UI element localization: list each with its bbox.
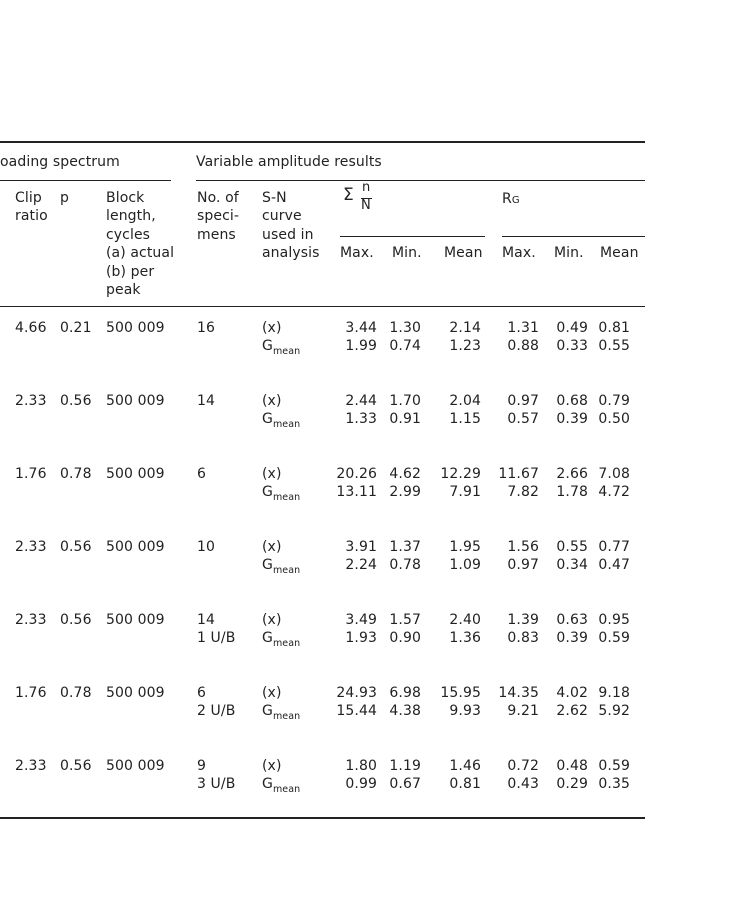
- sigma-mean-cell: 12.29: [440, 466, 481, 482]
- sn-curve-header-line: used in: [262, 227, 314, 243]
- sigma-mean-cell: 1.09: [449, 557, 481, 573]
- rg-min-cell: 0.55: [556, 539, 588, 555]
- rg-min-cell: 0.39: [556, 630, 588, 646]
- sigma-max-cell: 1.93: [345, 630, 377, 646]
- rg-mean-cell: 0.95: [598, 612, 630, 628]
- rg-min-cell: 1.78: [556, 484, 588, 500]
- sigma-min-cell: 0.67: [389, 776, 421, 792]
- loading-spectrum-heading: oading spectrum: [0, 154, 120, 170]
- curve-gmean-cell: [262, 410, 300, 430]
- rg-mean-cell: 0.59: [598, 630, 630, 646]
- rg-max-cell: 0.97: [507, 393, 539, 409]
- gmean-subscript: mean: [272, 711, 301, 722]
- sigma-symbol: Σ: [343, 185, 354, 205]
- rg-mean-cell: 4.72: [598, 484, 630, 500]
- rg-mean-cell: 0.59: [598, 758, 630, 774]
- no-specimens-header-line: speci-: [197, 208, 240, 224]
- sigma-max-cell: 1.99: [345, 338, 377, 354]
- block-length-cell: 500 009: [106, 612, 165, 628]
- rg-min-cell: 0.49: [556, 320, 588, 336]
- rg-min-cell: 4.02: [556, 685, 588, 701]
- no-specimens-header-line: No. of: [197, 190, 239, 206]
- rg-mean-cell: 0.81: [598, 320, 630, 336]
- gmean-subscript: mean: [272, 638, 301, 649]
- curve-gmean-cell: [262, 483, 300, 503]
- curve-x-cell: (x): [262, 393, 282, 409]
- curve-gmean-cell: [262, 337, 300, 357]
- specimens-cell: 6: [197, 466, 207, 482]
- clip-ratio-cell: 1.76: [15, 466, 47, 482]
- clip-ratio-header-line: Clip: [15, 190, 42, 206]
- no-specimens-header-line: mens: [197, 227, 236, 243]
- rg-max-cell: 9.21: [507, 703, 539, 719]
- sigma-min-cell: 0.91: [389, 411, 421, 427]
- rg-max-cell: 1.31: [507, 320, 539, 336]
- clip-ratio-cell: 2.33: [15, 612, 47, 628]
- p-cell: 0.21: [60, 320, 92, 336]
- clip-ratio-cell: 2.33: [15, 758, 47, 774]
- rg-mean-cell: 0.55: [598, 338, 630, 354]
- sigma-mean-cell: 2.40: [449, 612, 481, 628]
- gmean-main: G: [262, 338, 273, 354]
- rg-mean-cell: 5.92: [598, 703, 630, 719]
- rg-header: [502, 190, 520, 210]
- rg-min-cell: 0.68: [556, 393, 588, 409]
- specimens-cell: 16: [197, 320, 216, 336]
- clip-ratio-cell: 2.33: [15, 539, 47, 555]
- sigma-min-cell: 0.90: [389, 630, 421, 646]
- sigma-min-cell: 6.98: [389, 685, 421, 701]
- sigma-min-cell: 1.57: [389, 612, 421, 628]
- sigma-mean-cell: 1.15: [449, 411, 481, 427]
- sigma-min-cell: 4.38: [389, 703, 421, 719]
- sigma-max-cell: 1.33: [345, 411, 377, 427]
- gmean-main: G: [262, 630, 273, 646]
- block-length-header-line: (b) per: [106, 264, 155, 280]
- sigma-mean-cell: 0.81: [449, 776, 481, 792]
- sigma-mean-cell: 1.46: [449, 758, 481, 774]
- sigma-max-cell: 13.11: [336, 484, 377, 500]
- curve-gmean-cell: [262, 775, 300, 795]
- sigma-min-cell: 0.74: [389, 338, 421, 354]
- sigma-max-cell: 3.44: [345, 320, 377, 336]
- block-length-cell: 500 009: [106, 466, 165, 482]
- gmean-subscript: mean: [272, 419, 301, 430]
- curve-x-cell: (x): [262, 685, 282, 701]
- loading-spectrum-rule: [0, 180, 171, 181]
- specimens-cell: 14: [197, 393, 216, 409]
- clip-ratio-header-line: ratio: [15, 208, 48, 224]
- table-bottom-rule: [0, 817, 645, 819]
- rg-mean-cell: 9.18: [598, 685, 630, 701]
- p-cell: 0.56: [60, 393, 92, 409]
- gmean-main: G: [262, 703, 273, 719]
- gmean-main: G: [262, 776, 273, 792]
- clip-ratio-cell: 2.33: [15, 393, 47, 409]
- variable-results-rule: [196, 180, 645, 181]
- sigma-mean-cell: 1.36: [449, 630, 481, 646]
- gmean-subscript: mean: [272, 565, 301, 576]
- curve-x-cell: (x): [262, 466, 282, 482]
- rg-max-cell: 1.56: [507, 539, 539, 555]
- curve-x-cell: (x): [262, 320, 282, 336]
- rg-max-cell: 0.72: [507, 758, 539, 774]
- rg-max-cell: 0.83: [507, 630, 539, 646]
- sigma-min-cell: 1.30: [389, 320, 421, 336]
- rg-max-cell: 1.39: [507, 612, 539, 628]
- specimens-cell: 10: [197, 539, 216, 555]
- sn-curve-header-line: S-N: [262, 190, 287, 206]
- sigma-mean-cell: 7.91: [449, 484, 481, 500]
- sigma-max-cell: 0.99: [345, 776, 377, 792]
- sigma-min-cell: 1.37: [389, 539, 421, 555]
- p-cell: 0.56: [60, 612, 92, 628]
- sigma-min-cell: 4.62: [389, 466, 421, 482]
- sigma-min-cell: 0.78: [389, 557, 421, 573]
- rg-min-cell: 0.39: [556, 411, 588, 427]
- sn-curve-header-line: analysis: [262, 245, 320, 261]
- specimens-cell: 6: [197, 685, 207, 701]
- rg-min-cell: 2.62: [556, 703, 588, 719]
- rg-mean-cell: 0.47: [598, 557, 630, 573]
- gmean-subscript: mean: [272, 784, 301, 795]
- specimens-note-cell: 1 U/B: [197, 630, 236, 646]
- rg-max-cell: 0.43: [507, 776, 539, 792]
- specimens-cell: 9: [197, 758, 207, 774]
- specimens-note-cell: 3 U/B: [197, 776, 236, 792]
- header-bottom-rule: [0, 306, 645, 307]
- rg-min-cell: 0.34: [556, 557, 588, 573]
- sigma-max-cell: 3.91: [345, 539, 377, 555]
- sigma-max-cell: 2.44: [345, 393, 377, 409]
- sigma-max-header: Max.: [340, 245, 374, 261]
- p-cell: 0.56: [60, 539, 92, 555]
- rg-mean-cell: 0.77: [598, 539, 630, 555]
- block-length-cell: 500 009: [106, 393, 165, 409]
- rg-min-cell: 0.48: [556, 758, 588, 774]
- block-length-header-line: Block: [106, 190, 145, 206]
- rg-sub: G: [511, 195, 520, 206]
- sigma-min-header: Min.: [392, 245, 422, 261]
- gmean-subscript: mean: [272, 492, 301, 503]
- rg-max-cell: 14.35: [498, 685, 539, 701]
- rg-max-cell: 0.88: [507, 338, 539, 354]
- specimens-note-cell: 2 U/B: [197, 703, 236, 719]
- block-length-header-line: cycles: [106, 227, 151, 243]
- sigma-max-cell: 2.24: [345, 557, 377, 573]
- p-cell: 0.78: [60, 466, 92, 482]
- sigma-mean-cell: 9.93: [449, 703, 481, 719]
- curve-x-cell: (x): [262, 612, 282, 628]
- specimens-cell: 14: [197, 612, 216, 628]
- sigma-max-cell: 24.93: [336, 685, 377, 701]
- rg-min-cell: 0.33: [556, 338, 588, 354]
- curve-gmean-cell: [262, 556, 300, 576]
- sigma-min-cell: 1.19: [389, 758, 421, 774]
- block-length-header-line: peak: [106, 282, 141, 298]
- p-header: p: [60, 190, 69, 206]
- curve-x-cell: (x): [262, 758, 282, 774]
- rg-max-cell: 7.82: [507, 484, 539, 500]
- gmean-subscript: mean: [272, 346, 301, 357]
- rg-mean-cell: 0.35: [598, 776, 630, 792]
- rg-max-cell: 11.67: [498, 466, 539, 482]
- sigma-mean-cell: 2.14: [449, 320, 481, 336]
- curve-x-cell: (x): [262, 539, 282, 555]
- gmean-main: G: [262, 557, 273, 573]
- curve-gmean-cell: [262, 702, 300, 722]
- gmean-main: G: [262, 411, 273, 427]
- rg-min-cell: 0.29: [556, 776, 588, 792]
- sigma-subheader-rule: [340, 236, 485, 237]
- block-length-cell: 500 009: [106, 758, 165, 774]
- sigma-max-cell: 1.80: [345, 758, 377, 774]
- block-length-cell: 500 009: [106, 320, 165, 336]
- sn-curve-header-line: curve: [262, 208, 302, 224]
- clip-ratio-cell: 4.66: [15, 320, 47, 336]
- rg-min-cell: 0.63: [556, 612, 588, 628]
- block-length-cell: 500 009: [106, 539, 165, 555]
- p-cell: 0.56: [60, 758, 92, 774]
- rg-mean-cell: 0.50: [598, 411, 630, 427]
- rg-subheader-rule: [502, 236, 645, 237]
- sigma-mean-cell: 1.23: [449, 338, 481, 354]
- sigma-mean-cell: 1.95: [449, 539, 481, 555]
- curve-gmean-cell: [262, 629, 300, 649]
- rg-min-header: Min.: [554, 245, 584, 261]
- sigma-numerator: n: [362, 180, 371, 195]
- clip-ratio-cell: 1.76: [15, 685, 47, 701]
- block-length-header-line: (a) actual: [106, 245, 175, 261]
- table-top-rule: [0, 141, 645, 143]
- block-length-header-line: length,: [106, 208, 156, 224]
- sigma-max-cell: 15.44: [336, 703, 377, 719]
- rg-max-cell: 0.97: [507, 557, 539, 573]
- rg-mean-cell: 0.79: [598, 393, 630, 409]
- gmean-main: G: [262, 484, 273, 500]
- sigma-mean-cell: 2.04: [449, 393, 481, 409]
- sigma-min-cell: 2.99: [389, 484, 421, 500]
- sigma-denominator: N: [361, 198, 371, 213]
- rg-max-header: Max.: [502, 245, 536, 261]
- block-length-cell: 500 009: [106, 685, 165, 701]
- rg-max-cell: 0.57: [507, 411, 539, 427]
- variable-results-heading: Variable amplitude results: [196, 154, 382, 170]
- rg-mean-cell: 7.08: [598, 466, 630, 482]
- sigma-mean-cell: 15.95: [440, 685, 481, 701]
- rg-main: R: [502, 191, 512, 207]
- sigma-max-cell: 20.26: [336, 466, 377, 482]
- sigma-max-cell: 3.49: [345, 612, 377, 628]
- p-cell: 0.78: [60, 685, 92, 701]
- sigma-min-cell: 1.70: [389, 393, 421, 409]
- sigma-mean-header: Mean: [444, 245, 483, 261]
- rg-min-cell: 2.66: [556, 466, 588, 482]
- rg-mean-header: Mean: [600, 245, 639, 261]
